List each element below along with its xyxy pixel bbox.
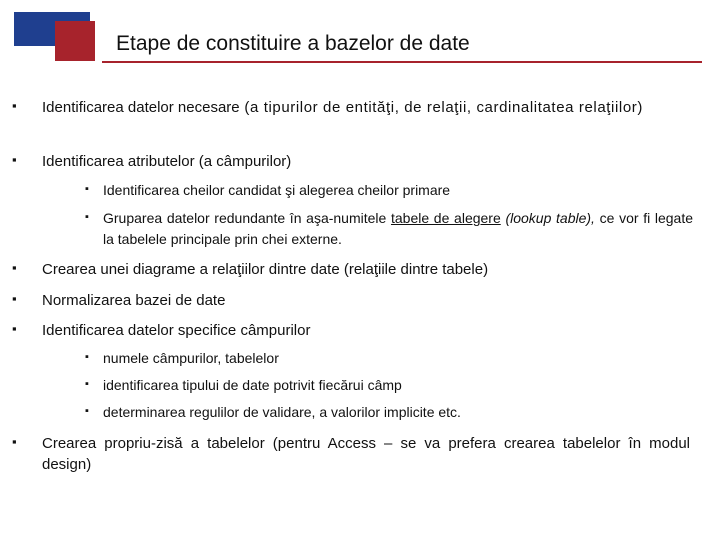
list-item: Normalizarea bazei de date xyxy=(42,292,226,309)
bullet-icon: ▪ xyxy=(12,260,17,275)
list-item: Identificarea atributelor (a câmpurilor) xyxy=(42,153,292,170)
sub-list-item xyxy=(103,208,693,250)
italic-term: (lookup table), xyxy=(505,210,595,226)
sub-list-item: Identificarea cheilor candidat şi alegerea cheilor primare xyxy=(103,182,451,198)
sub-list-item: identificarea tipului de date potrivit fiecărui câmp xyxy=(103,377,402,393)
sub-bullet-icon: ▪ xyxy=(85,378,89,390)
sub-bullet-icon: ▪ xyxy=(85,351,89,363)
sub-list-item-text: ce vor fi legate la tabelele principale prin chei externe. xyxy=(103,210,694,247)
list-item xyxy=(42,97,690,118)
list-item: Identificarea datelor specifice câmpurilor xyxy=(42,322,311,339)
title-underline xyxy=(102,61,702,63)
sub-list-item-text: Gruparea datelor redundante în aşa-numitele xyxy=(103,210,391,226)
sub-list-item: determinarea regulilor de validare, a valorilor implicite etc. xyxy=(103,404,461,420)
list-item: Crearea unei diagrame a relaţiilor dintre date (relaţiile dintre tabele) xyxy=(42,261,489,278)
sub-bullet-icon: ▪ xyxy=(85,405,89,417)
sub-list-item: numele câmpurilor, tabelelor xyxy=(103,350,279,366)
list-item-detail: (a tipurilor de entităţi, de relaţii, cardinalitatea relaţiilor) xyxy=(239,99,643,116)
bullet-icon: ▪ xyxy=(12,321,17,336)
decorative-red-block xyxy=(55,21,95,61)
bullet-icon: ▪ xyxy=(12,291,17,306)
list-item: Crearea propriu-zisă a tabelelor (pentru Access – se va prefera crearea tabelelor în modul design) xyxy=(42,435,690,473)
slide-title: Etape de constituire a bazelor de date xyxy=(116,32,470,55)
sub-bullet-icon: ▪ xyxy=(85,183,89,195)
list-item-lead: Identificarea datelor necesare xyxy=(42,99,240,116)
bullet-icon: ▪ xyxy=(12,152,17,167)
bullet-icon: ▪ xyxy=(12,434,17,449)
underlined-term: tabele de alegere xyxy=(390,210,501,226)
bullet-icon: ▪ xyxy=(12,98,17,113)
sub-bullet-icon: ▪ xyxy=(85,211,89,223)
